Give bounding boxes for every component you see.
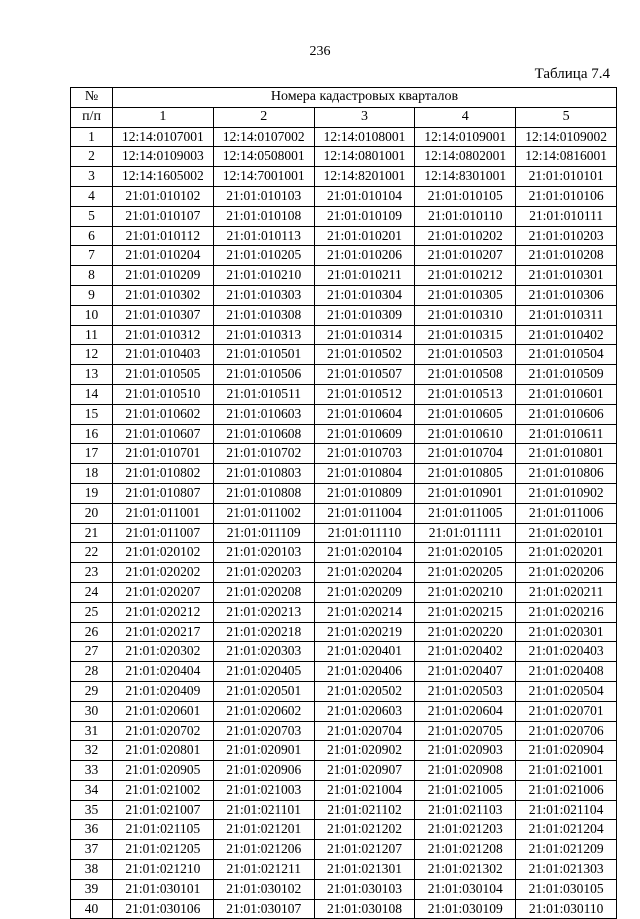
cadastral-number-cell: 21:01:010203 (516, 226, 617, 246)
cadastral-number-cell: 21:01:020706 (516, 721, 617, 741)
cadastral-number-cell: 21:01:020601 (113, 701, 214, 721)
cadastral-number-cell: 21:01:021211 (213, 860, 314, 880)
cadastral-quarters-table (70, 87, 617, 919)
cadastral-number-cell: 21:01:021005 (415, 780, 516, 800)
cadastral-number-cell: 21:01:010312 (113, 325, 214, 345)
cadastral-number-cell: 21:01:010704 (415, 444, 516, 464)
table-row (71, 899, 617, 919)
table-row (71, 820, 617, 840)
cadastral-number-cell: 21:01:010605 (415, 404, 516, 424)
cadastral-number-cell: 12:14:0109001 (415, 127, 516, 147)
cadastral-number-cell: 21:01:021007 (113, 800, 214, 820)
cadastral-number-cell: 21:01:010101 (516, 167, 617, 187)
cadastral-number-cell: 21:01:010305 (415, 285, 516, 305)
cadastral-number-cell: 21:01:010609 (314, 424, 415, 444)
table-caption: Таблица 7.4 (534, 66, 610, 82)
cadastral-number-cell: 21:01:010611 (516, 424, 617, 444)
row-number-cell: 15 (71, 404, 113, 424)
cadastral-number-cell: 21:01:010206 (314, 246, 415, 266)
cadastral-number-cell: 21:01:021205 (113, 840, 214, 860)
cadastral-number-cell: 21:01:030109 (415, 899, 516, 919)
cadastral-number-cell: 21:01:020703 (213, 721, 314, 741)
cadastral-number-cell: 21:01:020906 (213, 761, 314, 781)
row-number-cell: 6 (71, 226, 113, 246)
cadastral-number-cell: 21:01:021208 (415, 840, 516, 860)
cadastral-number-cell: 21:01:011111 (415, 523, 516, 543)
cadastral-number-cell: 21:01:020202 (113, 563, 214, 583)
cadastral-number-cell: 21:01:020407 (415, 662, 516, 682)
cadastral-number-cell: 21:01:020604 (415, 701, 516, 721)
cadastral-number-cell: 21:01:010602 (113, 404, 214, 424)
cadastral-number-cell: 21:01:021201 (213, 820, 314, 840)
table-row (71, 800, 617, 820)
cadastral-number-cell: 21:01:010107 (113, 206, 214, 226)
row-number-cell: 28 (71, 662, 113, 682)
cadastral-number-cell: 21:01:010601 (516, 384, 617, 404)
cadastral-number-cell: 21:01:010807 (113, 483, 214, 503)
cadastral-number-cell: 21:01:010307 (113, 305, 214, 325)
cadastral-number-cell: 21:01:020501 (213, 681, 314, 701)
cadastral-number-cell: 21:01:010701 (113, 444, 214, 464)
table-row (71, 741, 617, 761)
cadastral-number-cell: 21:01:010803 (213, 464, 314, 484)
cadastral-number-cell: 21:01:010806 (516, 464, 617, 484)
cadastral-number-cell: 21:01:030101 (113, 879, 214, 899)
cadastral-number-cell: 21:01:010106 (516, 186, 617, 206)
column-number: 1 (113, 107, 214, 127)
page-number: 236 (309, 44, 331, 59)
table-row (71, 226, 617, 246)
cadastral-number-cell: 12:14:1605002 (113, 167, 214, 187)
cadastral-number-cell: 21:01:020203 (213, 563, 314, 583)
cadastral-number-cell: 12:14:0107002 (213, 127, 314, 147)
row-number-cell: 24 (71, 582, 113, 602)
cadastral-number-cell: 21:01:030106 (113, 899, 214, 919)
table-row (71, 582, 617, 602)
cadastral-number-cell: 21:01:010804 (314, 464, 415, 484)
table-row (71, 246, 617, 266)
cadastral-number-cell: 21:01:020212 (113, 602, 214, 622)
cadastral-number-cell: 21:01:020210 (415, 582, 516, 602)
table-row (71, 543, 617, 563)
table-row (71, 602, 617, 622)
cadastral-number-cell: 21:01:021206 (213, 840, 314, 860)
cadastral-number-cell: 12:14:0816001 (516, 147, 617, 167)
cadastral-number-cell: 21:01:010902 (516, 483, 617, 503)
cadastral-number-cell: 21:01:020908 (415, 761, 516, 781)
cadastral-number-cell: 21:01:010104 (314, 186, 415, 206)
cadastral-number-cell: 21:01:020702 (113, 721, 214, 741)
cadastral-number-cell: 21:01:010314 (314, 325, 415, 345)
cadastral-number-cell: 21:01:010111 (516, 206, 617, 226)
column-number: 4 (415, 107, 516, 127)
cadastral-number-cell: 21:01:020904 (516, 741, 617, 761)
cadastral-number-cell: 21:01:010108 (213, 206, 314, 226)
row-number-cell: 11 (71, 325, 113, 345)
cadastral-number-cell: 21:01:010112 (113, 226, 214, 246)
table-row (71, 285, 617, 305)
cadastral-number-cell: 21:01:020206 (516, 563, 617, 583)
cadastral-number-cell: 21:01:010511 (213, 384, 314, 404)
cadastral-number-cell: 12:14:0508001 (213, 147, 314, 167)
row-number-cell: 5 (71, 206, 113, 226)
table-row (71, 206, 617, 226)
cadastral-number-cell: 21:01:010507 (314, 365, 415, 385)
column-numbers-row (71, 107, 617, 127)
cadastral-number-cell: 21:01:010207 (415, 246, 516, 266)
cadastral-number-cell: 21:01:010501 (213, 345, 314, 365)
cadastral-number-cell: 21:01:021002 (113, 780, 214, 800)
table-row (71, 325, 617, 345)
cadastral-number-cell: 21:01:010606 (516, 404, 617, 424)
cadastral-number-cell: 21:01:020103 (213, 543, 314, 563)
table-row (71, 681, 617, 701)
table-row (71, 404, 617, 424)
row-number-cell: 25 (71, 602, 113, 622)
cadastral-number-cell: 21:01:010303 (213, 285, 314, 305)
cadastral-number-cell: 21:01:020409 (113, 681, 214, 701)
cadastral-number-cell: 21:01:021210 (113, 860, 214, 880)
cadastral-number-cell: 21:01:010113 (213, 226, 314, 246)
table-row (71, 860, 617, 880)
cadastral-number-cell: 21:01:020217 (113, 622, 214, 642)
cadastral-number-cell: 21:01:021102 (314, 800, 415, 820)
cadastral-number-cell: 21:01:020504 (516, 681, 617, 701)
cadastral-number-cell: 21:01:010512 (314, 384, 415, 404)
cadastral-number-cell: 21:01:010103 (213, 186, 314, 206)
row-number-cell: 14 (71, 384, 113, 404)
cadastral-number-cell: 21:01:020219 (314, 622, 415, 642)
cadastral-number-cell: 21:01:010304 (314, 285, 415, 305)
row-number-cell: 3 (71, 167, 113, 187)
cadastral-number-cell: 21:01:010313 (213, 325, 314, 345)
cadastral-number-cell: 21:01:010808 (213, 483, 314, 503)
row-number-cell: 21 (71, 523, 113, 543)
cadastral-number-cell: 21:01:010110 (415, 206, 516, 226)
cadastral-number-cell: 21:01:021003 (213, 780, 314, 800)
row-number-cell: 35 (71, 800, 113, 820)
cadastral-number-cell: 21:01:010211 (314, 266, 415, 286)
cadastral-number-cell: 21:01:030107 (213, 899, 314, 919)
cadastral-number-cell: 21:01:010212 (415, 266, 516, 286)
group-header: Номера кадастровых кварталов (113, 88, 617, 108)
table-row (71, 345, 617, 365)
cadastral-number-cell: 21:01:020220 (415, 622, 516, 642)
cadastral-number-cell: 21:01:020102 (113, 543, 214, 563)
cadastral-number-cell: 21:01:021004 (314, 780, 415, 800)
cadastral-number-cell: 21:01:020704 (314, 721, 415, 741)
table-row (71, 464, 617, 484)
cadastral-number-cell: 21:01:021203 (415, 820, 516, 840)
cadastral-number-cell: 21:01:010502 (314, 345, 415, 365)
row-number-cell: 13 (71, 365, 113, 385)
cadastral-number-cell: 12:14:0107001 (113, 127, 214, 147)
table-row (71, 642, 617, 662)
cadastral-number-cell: 21:01:021209 (516, 840, 617, 860)
table-row (71, 840, 617, 860)
row-number-cell: 16 (71, 424, 113, 444)
row-number-cell: 8 (71, 266, 113, 286)
cadastral-number-cell: 21:01:010510 (113, 384, 214, 404)
cadastral-number-cell: 21:01:010809 (314, 483, 415, 503)
cadastral-number-cell: 21:01:020408 (516, 662, 617, 682)
cadastral-number-cell: 21:01:010208 (516, 246, 617, 266)
row-number-cell: 40 (71, 899, 113, 919)
cadastral-number-cell: 21:01:010805 (415, 464, 516, 484)
cadastral-number-cell: 12:14:0108001 (314, 127, 415, 147)
table-body (71, 127, 617, 919)
cadastral-number-cell: 21:01:020216 (516, 602, 617, 622)
table-row (71, 879, 617, 899)
cadastral-number-cell: 21:01:011110 (314, 523, 415, 543)
table-row (71, 503, 617, 523)
cadastral-number-cell: 21:01:021202 (314, 820, 415, 840)
table-header (71, 88, 617, 128)
cadastral-number-cell: 21:01:020701 (516, 701, 617, 721)
cadastral-number-cell: 21:01:010204 (113, 246, 214, 266)
cadastral-number-cell: 21:01:011004 (314, 503, 415, 523)
cadastral-number-cell: 21:01:010503 (415, 345, 516, 365)
cadastral-number-cell: 21:01:020402 (415, 642, 516, 662)
row-number-cell: 34 (71, 780, 113, 800)
cadastral-number-cell: 21:01:020503 (415, 681, 516, 701)
cadastral-number-cell: 12:14:0802001 (415, 147, 516, 167)
cadastral-number-cell: 21:01:011001 (113, 503, 214, 523)
cadastral-number-cell: 21:01:010202 (415, 226, 516, 246)
row-number-cell: 22 (71, 543, 113, 563)
cadastral-number-cell: 21:01:010205 (213, 246, 314, 266)
cadastral-number-cell: 21:01:020302 (113, 642, 214, 662)
cadastral-number-cell: 21:01:010901 (415, 483, 516, 503)
table-row (71, 147, 617, 167)
row-number-cell: 7 (71, 246, 113, 266)
row-number-cell: 19 (71, 483, 113, 503)
cadastral-number-cell: 21:01:010802 (113, 464, 214, 484)
cadastral-number-cell: 21:01:030102 (213, 879, 314, 899)
cadastral-number-cell: 21:01:021302 (415, 860, 516, 880)
cadastral-number-cell: 21:01:030103 (314, 879, 415, 899)
cadastral-number-cell: 21:01:020603 (314, 701, 415, 721)
cadastral-number-cell: 21:01:011006 (516, 503, 617, 523)
cadastral-number-cell: 21:01:011007 (113, 523, 214, 543)
cadastral-number-cell: 21:01:010308 (213, 305, 314, 325)
cadastral-number-cell: 21:01:020705 (415, 721, 516, 741)
row-number-cell: 37 (71, 840, 113, 860)
cadastral-number-cell: 21:01:020105 (415, 543, 516, 563)
cadastral-number-cell: 21:01:010610 (415, 424, 516, 444)
cadastral-number-cell: 21:01:021001 (516, 761, 617, 781)
cadastral-number-cell: 21:01:021006 (516, 780, 617, 800)
cadastral-number-cell: 21:01:020303 (213, 642, 314, 662)
table-row (71, 721, 617, 741)
cadastral-number-cell: 21:01:020215 (415, 602, 516, 622)
table-row (71, 563, 617, 583)
cadastral-number-cell: 21:01:021303 (516, 860, 617, 880)
row-number-cell: 33 (71, 761, 113, 781)
row-number-cell: 2 (71, 147, 113, 167)
cadastral-number-cell: 21:01:010703 (314, 444, 415, 464)
cadastral-number-cell: 21:01:010801 (516, 444, 617, 464)
header-row (71, 88, 617, 108)
table-row (71, 701, 617, 721)
table-row (71, 780, 617, 800)
row-number-header: № (71, 88, 113, 108)
cadastral-number-cell: 21:01:020401 (314, 642, 415, 662)
table-row (71, 523, 617, 543)
cadastral-number-cell: 21:01:020104 (314, 543, 415, 563)
cadastral-number-cell: 21:01:010315 (415, 325, 516, 345)
cadastral-number-cell: 21:01:010607 (113, 424, 214, 444)
table-row (71, 365, 617, 385)
cadastral-number-cell: 21:01:020201 (516, 543, 617, 563)
table-row (71, 483, 617, 503)
table-row (71, 384, 617, 404)
row-number-cell: 27 (71, 642, 113, 662)
cadastral-number-cell: 21:01:011109 (213, 523, 314, 543)
cadastral-number-cell: 21:01:020218 (213, 622, 314, 642)
row-number-cell: 20 (71, 503, 113, 523)
cadastral-number-cell: 21:01:030105 (516, 879, 617, 899)
cadastral-number-cell: 21:01:020404 (113, 662, 214, 682)
cadastral-number-cell: 21:01:010402 (516, 325, 617, 345)
cadastral-number-cell: 21:01:010311 (516, 305, 617, 325)
cadastral-number-cell: 21:01:010604 (314, 404, 415, 424)
cadastral-number-cell: 21:01:020101 (516, 523, 617, 543)
cadastral-number-cell: 21:01:020213 (213, 602, 314, 622)
cadastral-number-cell: 21:01:010309 (314, 305, 415, 325)
row-number-cell: 31 (71, 721, 113, 741)
table-row (71, 444, 617, 464)
cadastral-number-cell: 12:14:8201001 (314, 167, 415, 187)
cadastral-number-cell: 21:01:020204 (314, 563, 415, 583)
cadastral-number-cell: 21:01:020907 (314, 761, 415, 781)
cadastral-number-cell: 21:01:020211 (516, 582, 617, 602)
cadastral-number-cell: 12:14:0109003 (113, 147, 214, 167)
row-number-cell: 12 (71, 345, 113, 365)
table-row (71, 186, 617, 206)
cadastral-number-cell: 21:01:010105 (415, 186, 516, 206)
table-row (71, 761, 617, 781)
cadastral-number-cell: 21:01:021104 (516, 800, 617, 820)
row-number-cell: 26 (71, 622, 113, 642)
table-row (71, 662, 617, 682)
row-number-cell: 9 (71, 285, 113, 305)
cadastral-number-cell: 21:01:021204 (516, 820, 617, 840)
row-number-cell: 17 (71, 444, 113, 464)
cadastral-number-cell: 21:01:010603 (213, 404, 314, 424)
cadastral-number-cell: 21:01:021103 (415, 800, 516, 820)
cadastral-number-cell: 12:14:8301001 (415, 167, 516, 187)
cadastral-number-cell: 21:01:020301 (516, 622, 617, 642)
row-number-cell: 4 (71, 186, 113, 206)
table-row (71, 305, 617, 325)
cadastral-number-cell: 21:01:020205 (415, 563, 516, 583)
row-number-cell: 30 (71, 701, 113, 721)
cadastral-number-cell: 21:01:010508 (415, 365, 516, 385)
cadastral-number-cell: 12:14:0801001 (314, 147, 415, 167)
cadastral-number-cell: 21:01:010301 (516, 266, 617, 286)
cadastral-number-cell: 12:14:0109002 (516, 127, 617, 147)
cadastral-number-cell: 21:01:010306 (516, 285, 617, 305)
cadastral-number-cell: 21:01:010403 (113, 345, 214, 365)
cadastral-number-cell: 21:01:011002 (213, 503, 314, 523)
cadastral-number-cell: 21:01:010209 (113, 266, 214, 286)
table-row (71, 424, 617, 444)
cadastral-number-cell: 21:01:010505 (113, 365, 214, 385)
row-number-cell: 1 (71, 127, 113, 147)
cadastral-number-cell: 21:01:021301 (314, 860, 415, 880)
cadastral-number-cell: 21:01:020207 (113, 582, 214, 602)
table-row (71, 127, 617, 147)
cadastral-number-cell: 21:01:021101 (213, 800, 314, 820)
row-number-subheader: п/п (71, 107, 113, 127)
cadastral-number-cell: 21:01:030110 (516, 899, 617, 919)
cadastral-number-cell: 21:01:010702 (213, 444, 314, 464)
cadastral-number-cell: 21:01:010504 (516, 345, 617, 365)
cadastral-number-cell: 21:01:020905 (113, 761, 214, 781)
cadastral-number-cell: 21:01:010109 (314, 206, 415, 226)
cadastral-number-cell: 21:01:021207 (314, 840, 415, 860)
row-number-cell: 18 (71, 464, 113, 484)
cadastral-number-cell: 21:01:020902 (314, 741, 415, 761)
row-number-cell: 36 (71, 820, 113, 840)
row-number-cell: 38 (71, 860, 113, 880)
cadastral-number-cell: 21:01:010310 (415, 305, 516, 325)
cadastral-number-cell: 21:01:020901 (213, 741, 314, 761)
cadastral-number-cell: 12:14:7001001 (213, 167, 314, 187)
column-number: 5 (516, 107, 617, 127)
row-number-cell: 39 (71, 879, 113, 899)
cadastral-number-cell: 21:01:030104 (415, 879, 516, 899)
cadastral-number-cell: 21:01:020403 (516, 642, 617, 662)
cadastral-number-cell: 21:01:020602 (213, 701, 314, 721)
row-number-cell: 29 (71, 681, 113, 701)
cadastral-number-cell: 21:01:020502 (314, 681, 415, 701)
row-number-cell: 10 (71, 305, 113, 325)
cadastral-number-cell: 21:01:010513 (415, 384, 516, 404)
cadastral-number-cell: 21:01:010201 (314, 226, 415, 246)
cadastral-number-cell: 21:01:010506 (213, 365, 314, 385)
cadastral-number-cell: 21:01:020214 (314, 602, 415, 622)
cadastral-number-cell: 21:01:011005 (415, 503, 516, 523)
cadastral-number-cell: 21:01:020405 (213, 662, 314, 682)
cadastral-number-cell: 21:01:010210 (213, 266, 314, 286)
cadastral-number-cell: 21:01:020406 (314, 662, 415, 682)
cadastral-number-cell: 21:01:020903 (415, 741, 516, 761)
row-number-cell: 23 (71, 563, 113, 583)
cadastral-number-cell: 21:01:010608 (213, 424, 314, 444)
cadastral-number-cell: 21:01:010509 (516, 365, 617, 385)
cadastral-number-cell: 21:01:021105 (113, 820, 214, 840)
table-row (71, 622, 617, 642)
table-row (71, 167, 617, 187)
cadastral-number-cell: 21:01:030108 (314, 899, 415, 919)
cadastral-number-cell: 21:01:020208 (213, 582, 314, 602)
column-number: 3 (314, 107, 415, 127)
cadastral-number-cell: 21:01:020801 (113, 741, 214, 761)
column-number: 2 (213, 107, 314, 127)
table-row (71, 266, 617, 286)
row-number-cell: 32 (71, 741, 113, 761)
cadastral-number-cell: 21:01:010302 (113, 285, 214, 305)
cadastral-number-cell: 21:01:010102 (113, 186, 214, 206)
cadastral-number-cell: 21:01:020209 (314, 582, 415, 602)
